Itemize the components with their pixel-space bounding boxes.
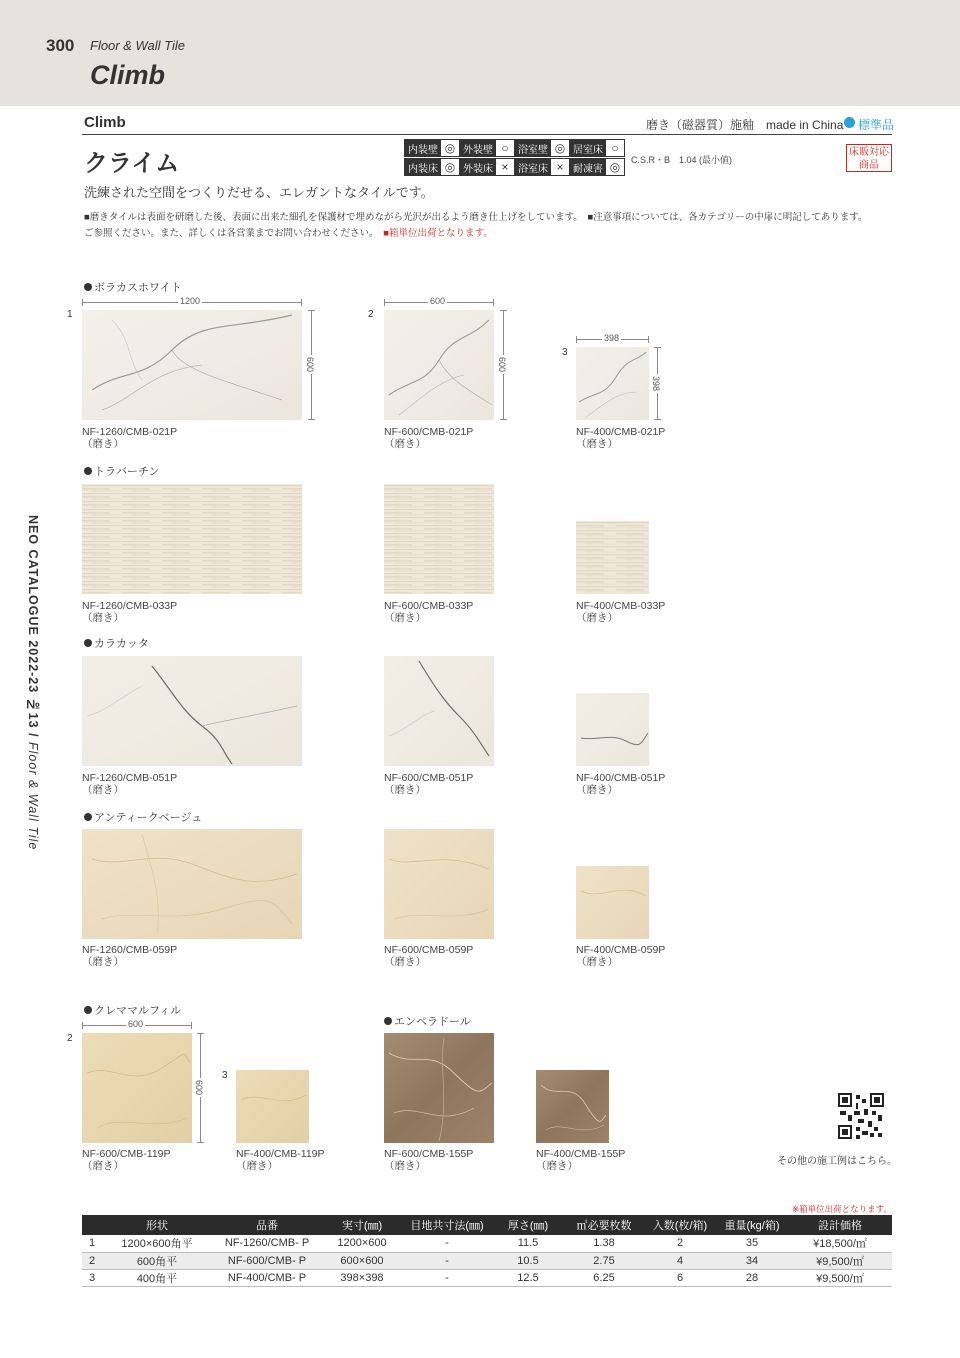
tile-400-155 [536,1070,609,1143]
product-code: NF-600/CMB-155P （磨き） [384,1148,474,1172]
tile-600-119 [82,1033,192,1143]
table-header: 重量(kg/箱) [716,1215,788,1235]
standard-label: 標準品 [858,118,895,132]
table-header: 厚さ(㎜) [492,1215,564,1235]
qr-code-icon[interactable] [838,1093,884,1139]
side-catalogue-label: NEO CATALOGUE 2022-23 №13 / Floor & Wall Tile [26,515,40,851]
series-title-travertine: トラバーチン [84,463,159,479]
table-header: 目地共寸法(㎜) [402,1215,492,1235]
product-code: NF-400/CMB-021P （磨き） [576,426,666,450]
dimension-width-label: 1200 [180,296,201,306]
product-code: NF-600/CMB-021P （磨き） [384,426,474,450]
tile-400-033 [576,521,649,594]
product-code: NF-400/CMB-033P （磨き） [576,600,666,624]
dimension-height-label: 600 [194,1080,204,1096]
usage-icon-exterior-floor: 外装床 × [459,158,515,176]
note-line-1: ■磨きタイルは表面を研磨した後、表面に出来た細孔を保護材で埋めながら光沢が出るよう磨き仕上げをしています。 ■注意事項については、各カテゴリーの中扉に明記してあります。 [84,212,868,223]
dimension-width-label: 600 [128,1019,144,1029]
spec-table [82,1215,892,1287]
series-title-volakas-white: ボラカスホワイト [84,279,182,295]
page-title: Climb [90,60,166,90]
tile-1260-051 [82,656,302,766]
table-row: 1 1200×600角平 NF-1260/CMB- P 1200×600 - 11.5 1.38 2 35 ¥18,500/㎡ [82,1235,892,1252]
product-name-en: Climb [84,114,126,131]
dimension-width-label: 600 [430,296,446,306]
sale-badge: 床販対応 商品 [846,144,892,172]
tile-1260-059 [82,829,302,939]
note-line-2: ご参照ください。また、詳しくは各営業までお問い合わせください。 ■箱単位出荷となります。 [84,228,493,239]
table-row: 3 400角平 NF-400/CMB- P 398×398 - 12.5 6.25 6 28 ¥9,500/㎡ [82,1269,892,1286]
qr-caption: その他の施工例はこちら。 [777,1156,897,1167]
tile-400-119 [236,1070,309,1143]
usage-icon-bath-floor: 浴室床 × [514,158,570,176]
standard-dot-icon [844,117,855,128]
usage-icon-frost-resistant: 耐凍害 ◎ [569,158,625,176]
tile-600-051 [384,656,494,766]
usage-icon-bath-wall: 浴室壁 ◎ [514,139,570,157]
product-code: NF-1260/CMB-033P （磨き） [82,600,178,624]
usage-icon-room-floor: 居室床 ○ [569,139,625,157]
usage-icon-interior-floor: 内装床 ◎ [404,158,460,176]
product-code: NF-400/CMB-059P （磨き） [576,944,666,968]
product-code: NF-600/CMB-051P （磨き） [384,772,474,796]
tile-600-021 [384,310,494,420]
table-header: 実寸(㎜) [322,1215,402,1235]
product-code: NF-1260/CMB-051P （磨き） [82,772,178,796]
series-title-emperador: エンペラドール [384,1013,471,1029]
product-code: NF-400/CMB-155P （磨き） [536,1148,626,1172]
table-header [82,1215,102,1235]
dimension-width-label: 398 [604,333,620,343]
tile-600-155 [384,1033,494,1143]
product-code: NF-600/CMB-119P （磨き） [82,1148,171,1172]
table-header: 形状 [102,1215,212,1235]
tile-600-059 [384,829,494,939]
table-row: 2 600角平 NF-600/CMB- P 600×600 - 10.5 2.75 4 34 ¥9,500/㎡ [82,1252,892,1269]
usage-icon-exterior-wall: 外装壁 ○ [459,139,515,157]
index-1: 1 [67,309,73,320]
product-code: NF-600/CMB-059P （磨き） [384,944,474,968]
table-header: 品番 [212,1215,322,1235]
product-name-jp: クライム [84,150,180,177]
table-header-row [82,1215,892,1235]
index-3: 3 [222,1070,228,1081]
tile-1260-033 [82,484,302,594]
dimension-height-label: 398 [651,376,661,392]
product-code: NF-400/CMB-119P （磨き） [236,1148,325,1172]
product-code: NF-400/CMB-051P （磨き） [576,772,666,796]
index-3: 3 [562,347,568,358]
tile-1260-021 [82,310,302,420]
index-2: 2 [368,309,374,320]
catch-copy: 洗練された空間をつくりだせる、エレガントなタイルです。 [84,185,434,200]
usage-icon-interior-wall: 内装壁 ◎ [404,139,460,157]
page-number: 300 [46,36,75,55]
table-header: 設計価格 [788,1215,892,1235]
index-2: 2 [67,1033,73,1044]
series-title-crema-marfil: クレママルフィル [84,1002,181,1018]
product-code: NF-600/CMB-033P （磨き） [384,600,474,624]
table-header: ㎡必要枚数 [564,1215,644,1235]
tile-400-051 [576,693,649,766]
dimension-height-label: 600 [497,357,507,373]
table-header: 入数(枚/箱) [644,1215,716,1235]
tile-400-059 [576,866,649,939]
product-code: NF-1260/CMB-059P （磨き） [82,944,178,968]
product-code: NF-1260/CMB-021P （磨き） [82,426,178,450]
series-title-antique-beige: アンティークベージュ [84,809,202,825]
category-label: Floor & Wall Tile [90,38,185,53]
series-title-calacatta: カラカッタ [84,635,149,651]
material-info: 磨き（磁器質）施釉 made in China [646,118,844,132]
csr-value: C.S.R・B 1.04 (最小値) [631,155,733,165]
table-note: ※箱単位出荷となります。 [792,1204,892,1214]
tile-400-021 [576,347,649,420]
tile-600-033 [384,484,494,594]
dimension-height-label: 600 [305,357,315,373]
